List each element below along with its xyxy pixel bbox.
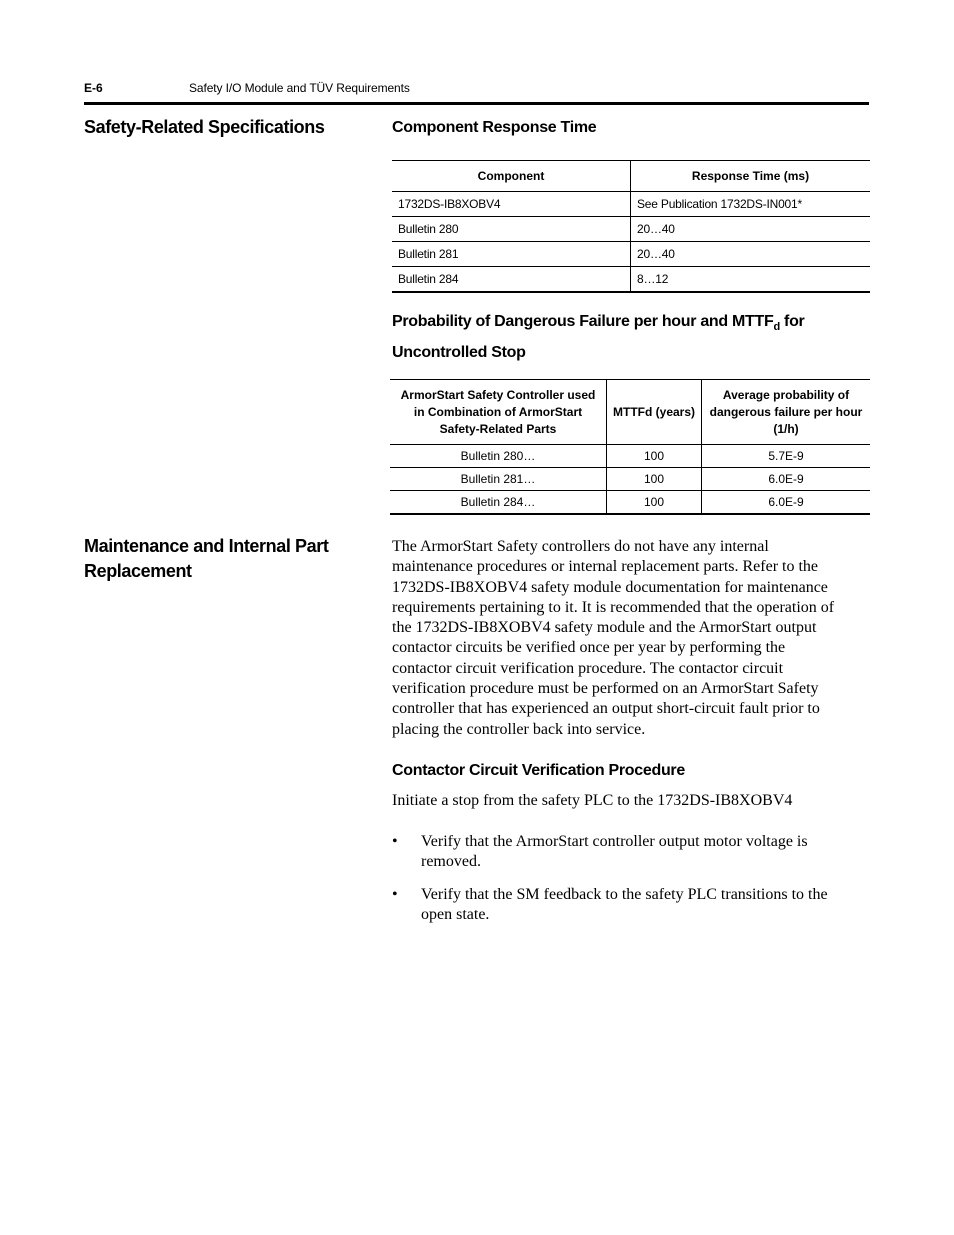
table-header-row [390,380,870,445]
table-cell: 6.0E-9 [702,491,871,515]
paragraph-line: 1732DS-IB8XOBV4 safety module documentation for maintenance [392,578,828,596]
table-cell: 6.0E-9 [702,468,871,491]
bullet-symbol: • [392,833,398,850]
probability-heading-subscript: d [773,321,780,333]
paragraph-line: contactor circuits be verified once per year by performing the [392,639,786,657]
table-row [390,468,870,491]
table-cell: 5.7E-9 [702,445,871,468]
table-cell: 8…12 [631,267,871,293]
table-header-row [392,161,870,192]
table-cell: 100 [607,445,702,468]
table-cell: Bulletin 280… [390,445,607,468]
column-header: Average probability of dangerous failure per hour (1/h) [702,380,871,445]
table-cell: See Publication 1732DS-IN001* [631,192,871,217]
table-row [390,491,870,515]
column-header: Component [392,161,631,192]
probability-heading-line2: Uncontrolled Stop [392,344,526,361]
bullet-line: Verify that the ArmorStart controller output motor voltage is [421,833,808,850]
maintenance-heading-line1: Maintenance and Internal Part [84,536,329,556]
paragraph-line: contactor circuit verification procedure. The contactor circuit [392,659,784,677]
paragraph-line: requirements pertaining to it. It is recommended that the operation of [392,598,835,616]
column-header: Response Time (ms) [631,161,871,192]
paragraph-line: verification procedure must be performed on an ArmorStart Safety [392,680,819,698]
header-rule [84,102,869,105]
table-cell: 20…40 [631,217,871,242]
table-cell: 20…40 [631,242,871,267]
page-number: E-6 [84,81,103,95]
response-time-heading: Component Response Time [392,119,597,136]
list-item [392,832,870,873]
table-cell: Bulletin 280 [392,217,631,242]
table-row [390,445,870,468]
paragraph-line: The ArmorStart Safety controllers do not have any internal [392,538,769,555]
table-cell: Bulletin 281… [390,468,607,491]
table-cell: 100 [607,491,702,515]
safety-specs-heading: Safety-Related Specifications [84,117,325,137]
bullet-symbol: • [392,886,398,903]
column-header: MTTFd (years) [607,380,702,445]
probability-table [390,379,870,515]
procedure-heading: Contactor Circuit Verification Procedure [392,762,685,779]
table-cell: 1732DS-IB8XOBV4 [392,192,631,217]
bullet-line: removed. [421,853,481,871]
running-title: Safety I/O Module and TÜV Requirements [189,81,410,95]
procedure-intro: Initiate a stop from the safety PLC to the 1732DS-IB8XOBV4 [392,792,793,809]
table-cell: Bulletin 281 [392,242,631,267]
list-item [392,885,870,926]
table-cell: Bulletin 284… [390,491,607,515]
table-row [392,267,870,293]
paragraph-line: placing the controller back into service. [392,720,646,738]
table-row [392,242,870,267]
maintenance-heading-line2: Replacement [84,561,192,581]
response-time-table [392,160,870,293]
paragraph-line: the 1732DS-IB8XOBV4 safety module and the ArmorStart output [392,619,817,637]
paragraph-line: controller that has experienced an output short-circuit fault prior to [392,700,820,718]
bullet-line: Verify that the SM feedback to the safety PLC transitions to the [421,886,828,903]
table-row [392,192,870,217]
probability-heading-text: Probability of Dangerous Failure per hour and MTTF [392,313,774,330]
table-cell: Bulletin 284 [392,267,631,293]
probability-heading [392,309,870,365]
maintenance-heading [84,534,328,584]
probability-heading-suffix: for [779,313,805,330]
column-header: ArmorStart Safety Controller used in Combination of ArmorStart Safety-Related Parts [390,380,607,445]
paragraph-line: maintenance procedures or internal replacement parts. Refer to the [392,558,819,576]
bullet-line: open state. [421,906,490,924]
table-row [392,217,870,242]
table-cell: 100 [607,468,702,491]
maintenance-paragraph [392,537,870,740]
